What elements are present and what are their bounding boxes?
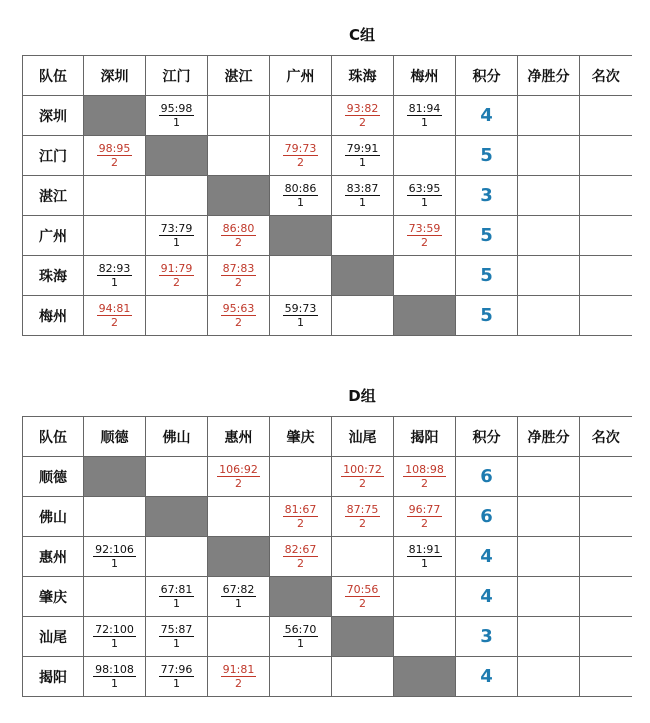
column-header: 净胜分 xyxy=(518,56,580,96)
self-match-cell xyxy=(332,617,394,657)
match-points: 2 xyxy=(234,476,242,490)
table-row xyxy=(23,216,632,256)
net-points-value xyxy=(518,176,580,216)
table-row xyxy=(23,136,632,176)
net-points-value xyxy=(518,497,580,537)
column-header: 积分 xyxy=(456,417,518,457)
rank-value xyxy=(580,296,632,336)
table-row xyxy=(23,497,632,537)
empty-cell xyxy=(84,577,146,617)
match-cell xyxy=(270,296,332,336)
match-cell xyxy=(84,617,146,657)
rank-value xyxy=(580,136,632,176)
net-points-value xyxy=(518,457,580,497)
column-header: 积分 xyxy=(456,56,518,96)
match-points: 2 xyxy=(296,155,304,169)
points-value: 6 xyxy=(456,457,518,497)
match-points: 1 xyxy=(420,556,428,570)
match-cell xyxy=(84,256,146,296)
match-result xyxy=(97,302,133,329)
match-score: 108:98 xyxy=(405,462,444,476)
match-cell xyxy=(332,176,394,216)
match-result xyxy=(93,663,136,690)
match-score: 80:86 xyxy=(284,181,317,195)
match-points: 2 xyxy=(234,275,242,289)
column-header: 江门 xyxy=(146,56,208,96)
match-result xyxy=(217,463,260,490)
empty-cell xyxy=(270,457,332,497)
match-cell xyxy=(394,96,456,136)
match-cell xyxy=(146,577,208,617)
match-result xyxy=(407,182,443,209)
rank-value xyxy=(580,256,632,296)
match-score: 95:98 xyxy=(160,101,193,115)
net-points-value xyxy=(518,136,580,176)
match-score: 92:106 xyxy=(95,542,134,556)
match-score: 98:95 xyxy=(98,141,131,155)
empty-cell xyxy=(270,657,332,697)
match-points: 1 xyxy=(358,195,366,209)
match-points: 1 xyxy=(110,275,118,289)
empty-cell xyxy=(394,136,456,176)
team-name: 揭阳 xyxy=(23,657,84,697)
team-name: 湛江 xyxy=(23,176,84,216)
match-cell xyxy=(332,136,394,176)
net-points-value xyxy=(518,96,580,136)
match-cell xyxy=(146,256,208,296)
table-row xyxy=(23,537,632,577)
match-cell xyxy=(332,577,394,617)
team-name: 深圳 xyxy=(23,96,84,136)
team-name: 梅州 xyxy=(23,296,84,336)
match-score: 75:87 xyxy=(160,622,193,636)
match-result xyxy=(407,222,443,249)
match-result xyxy=(407,543,443,570)
column-header: 揭阳 xyxy=(394,417,456,457)
table-row xyxy=(23,176,632,216)
match-points: 1 xyxy=(358,155,366,169)
table-row xyxy=(23,617,632,657)
match-cell xyxy=(270,537,332,577)
rank-value xyxy=(580,96,632,136)
match-score: 96:77 xyxy=(408,502,441,516)
match-result xyxy=(283,302,319,329)
match-score: 77:96 xyxy=(160,662,193,676)
rank-value xyxy=(580,537,632,577)
column-header: 队伍 xyxy=(23,56,84,96)
points-value: 5 xyxy=(456,216,518,256)
match-points: 1 xyxy=(172,676,180,690)
empty-cell xyxy=(146,457,208,497)
table-row xyxy=(23,296,632,336)
match-cell xyxy=(84,296,146,336)
match-score: 86:80 xyxy=(222,221,255,235)
match-points: 2 xyxy=(358,516,366,530)
header-row xyxy=(23,417,632,457)
match-score: 82:67 xyxy=(284,542,317,556)
match-score: 91:81 xyxy=(222,662,255,676)
match-score: 79:91 xyxy=(346,141,379,155)
match-points: 1 xyxy=(110,636,118,650)
match-result xyxy=(221,302,257,329)
match-cell xyxy=(394,537,456,577)
match-cell xyxy=(270,136,332,176)
match-result xyxy=(93,623,136,650)
match-cell xyxy=(84,537,146,577)
match-score: 81:67 xyxy=(284,502,317,516)
net-points-value xyxy=(518,577,580,617)
team-name: 珠海 xyxy=(23,256,84,296)
column-header: 湛江 xyxy=(208,56,270,96)
column-header: 净胜分 xyxy=(518,417,580,457)
rank-value xyxy=(580,617,632,657)
match-result xyxy=(345,182,381,209)
match-points: 2 xyxy=(110,315,118,329)
match-score: 82:93 xyxy=(98,261,131,275)
match-points: 2 xyxy=(420,235,428,249)
match-cell xyxy=(332,457,394,497)
match-score: 81:94 xyxy=(408,101,441,115)
match-result xyxy=(159,623,195,650)
match-score: 81:91 xyxy=(408,542,441,556)
net-points-value xyxy=(518,537,580,577)
column-header: 梅州 xyxy=(394,56,456,96)
net-points-value xyxy=(518,296,580,336)
match-points: 2 xyxy=(234,676,242,690)
match-cell xyxy=(146,96,208,136)
match-score: 91:79 xyxy=(160,261,193,275)
column-header: 肇庆 xyxy=(270,417,332,457)
match-points: 2 xyxy=(234,235,242,249)
match-result xyxy=(345,102,381,129)
match-result xyxy=(283,623,319,650)
match-result xyxy=(283,182,319,209)
match-points: 2 xyxy=(172,275,180,289)
empty-cell xyxy=(332,296,394,336)
match-cell xyxy=(332,96,394,136)
match-result xyxy=(221,663,257,690)
match-cell xyxy=(208,657,270,697)
points-value: 3 xyxy=(456,176,518,216)
self-match-cell xyxy=(270,216,332,256)
match-score: 87:83 xyxy=(222,261,255,275)
match-result xyxy=(341,463,384,490)
rank-value xyxy=(580,216,632,256)
team-name: 汕尾 xyxy=(23,617,84,657)
match-result xyxy=(345,583,381,610)
column-header: 深圳 xyxy=(84,56,146,96)
match-cell xyxy=(208,457,270,497)
group-title: D组 xyxy=(348,387,376,405)
match-points: 2 xyxy=(420,476,428,490)
group-c xyxy=(22,24,632,336)
column-header: 惠州 xyxy=(208,417,270,457)
empty-cell xyxy=(394,617,456,657)
empty-cell xyxy=(332,537,394,577)
table-row xyxy=(23,457,632,497)
team-name: 佛山 xyxy=(23,497,84,537)
table-row xyxy=(23,657,632,697)
column-header: 队伍 xyxy=(23,417,84,457)
self-match-cell xyxy=(208,537,270,577)
match-points: 2 xyxy=(234,315,242,329)
group-d xyxy=(22,385,632,697)
match-score: 87:75 xyxy=(346,502,379,516)
self-match-cell xyxy=(270,577,332,617)
header-row xyxy=(23,56,632,96)
match-cell xyxy=(270,497,332,537)
match-score: 83:87 xyxy=(346,181,379,195)
points-value: 6 xyxy=(456,497,518,537)
self-match-cell xyxy=(146,497,208,537)
match-score: 98:108 xyxy=(95,662,134,676)
match-result xyxy=(221,222,257,249)
points-value: 5 xyxy=(456,136,518,176)
rank-value xyxy=(580,497,632,537)
match-score: 70:56 xyxy=(346,582,379,596)
column-header: 广州 xyxy=(270,56,332,96)
match-result xyxy=(283,543,319,570)
column-header: 汕尾 xyxy=(332,417,394,457)
team-name: 肇庆 xyxy=(23,577,84,617)
table-row xyxy=(23,96,632,136)
column-header: 名次 xyxy=(580,56,632,96)
match-score: 94:81 xyxy=(98,301,131,315)
match-cell xyxy=(394,216,456,256)
empty-cell xyxy=(332,216,394,256)
match-score: 72:100 xyxy=(95,622,134,636)
match-result xyxy=(159,222,195,249)
match-result xyxy=(283,142,319,169)
self-match-cell xyxy=(84,457,146,497)
column-header: 名次 xyxy=(580,417,632,457)
match-result xyxy=(93,543,136,570)
match-score: 67:81 xyxy=(160,582,193,596)
match-score: 73:79 xyxy=(160,221,193,235)
empty-cell xyxy=(208,617,270,657)
match-cell xyxy=(208,577,270,617)
empty-cell xyxy=(394,577,456,617)
team-name: 江门 xyxy=(23,136,84,176)
net-points-value xyxy=(518,256,580,296)
empty-cell xyxy=(270,256,332,296)
match-score: 59:73 xyxy=(284,301,317,315)
match-cell xyxy=(270,176,332,216)
points-value: 5 xyxy=(456,256,518,296)
match-cell xyxy=(208,296,270,336)
self-match-cell xyxy=(394,296,456,336)
match-result xyxy=(159,102,195,129)
empty-cell xyxy=(208,96,270,136)
rank-value xyxy=(580,577,632,617)
match-score: 73:59 xyxy=(408,221,441,235)
match-points: 1 xyxy=(296,636,304,650)
points-value: 4 xyxy=(456,537,518,577)
match-points: 2 xyxy=(358,115,366,129)
net-points-value xyxy=(518,216,580,256)
rank-value xyxy=(580,457,632,497)
table-row xyxy=(23,577,632,617)
points-value: 4 xyxy=(456,657,518,697)
self-match-cell xyxy=(394,657,456,697)
match-points: 1 xyxy=(172,115,180,129)
match-result xyxy=(407,102,443,129)
match-score: 100:72 xyxy=(343,462,382,476)
match-cell xyxy=(208,256,270,296)
match-cell xyxy=(146,617,208,657)
empty-cell xyxy=(270,96,332,136)
rank-value xyxy=(580,657,632,697)
match-result xyxy=(345,503,381,530)
match-points: 2 xyxy=(296,516,304,530)
match-result xyxy=(159,583,195,610)
points-value: 4 xyxy=(456,577,518,617)
match-points: 1 xyxy=(110,676,118,690)
self-match-cell xyxy=(146,136,208,176)
match-cell xyxy=(146,216,208,256)
empty-cell xyxy=(394,256,456,296)
team-name: 顺德 xyxy=(23,457,84,497)
match-points: 1 xyxy=(172,596,180,610)
match-result xyxy=(159,663,195,690)
empty-cell xyxy=(146,176,208,216)
match-score: 95:63 xyxy=(222,301,255,315)
match-result xyxy=(221,262,257,289)
match-score: 93:82 xyxy=(346,101,379,115)
empty-cell xyxy=(208,497,270,537)
group-title: C组 xyxy=(348,26,375,44)
match-cell xyxy=(208,216,270,256)
match-score: 79:73 xyxy=(284,141,317,155)
match-cell xyxy=(394,176,456,216)
match-result xyxy=(345,142,381,169)
match-cell xyxy=(270,617,332,657)
match-result xyxy=(97,142,133,169)
match-points: 1 xyxy=(296,195,304,209)
match-points: 1 xyxy=(296,315,304,329)
standings-table xyxy=(22,416,632,697)
empty-cell xyxy=(84,176,146,216)
match-points: 2 xyxy=(110,155,118,169)
points-value: 4 xyxy=(456,96,518,136)
match-cell xyxy=(84,136,146,176)
match-cell xyxy=(146,657,208,697)
match-points: 1 xyxy=(420,195,428,209)
standings-table xyxy=(22,55,632,336)
net-points-value xyxy=(518,657,580,697)
match-result xyxy=(403,463,446,490)
match-score: 63:95 xyxy=(408,181,441,195)
match-points: 1 xyxy=(420,115,428,129)
match-points: 1 xyxy=(172,636,180,650)
match-cell xyxy=(332,497,394,537)
points-value: 5 xyxy=(456,296,518,336)
empty-cell xyxy=(332,657,394,697)
match-result xyxy=(407,503,443,530)
match-points: 1 xyxy=(110,556,118,570)
match-score: 56:70 xyxy=(284,622,317,636)
self-match-cell xyxy=(332,256,394,296)
column-header: 珠海 xyxy=(332,56,394,96)
match-result xyxy=(221,583,257,610)
match-points: 2 xyxy=(358,476,366,490)
team-name: 惠州 xyxy=(23,537,84,577)
match-cell xyxy=(84,657,146,697)
empty-cell xyxy=(84,216,146,256)
column-header: 佛山 xyxy=(146,417,208,457)
match-points: 2 xyxy=(420,516,428,530)
match-result xyxy=(97,262,133,289)
match-points: 1 xyxy=(172,235,180,249)
match-result xyxy=(159,262,195,289)
points-value: 3 xyxy=(456,617,518,657)
column-header: 顺德 xyxy=(84,417,146,457)
match-cell xyxy=(394,457,456,497)
net-points-value xyxy=(518,617,580,657)
empty-cell xyxy=(208,136,270,176)
match-points: 1 xyxy=(234,596,242,610)
match-score: 67:82 xyxy=(222,582,255,596)
match-score: 106:92 xyxy=(219,462,258,476)
match-points: 2 xyxy=(358,596,366,610)
match-cell xyxy=(394,497,456,537)
team-name: 广州 xyxy=(23,216,84,256)
self-match-cell xyxy=(84,96,146,136)
table-row xyxy=(23,256,632,296)
rank-value xyxy=(580,176,632,216)
empty-cell xyxy=(146,537,208,577)
self-match-cell xyxy=(208,176,270,216)
empty-cell xyxy=(146,296,208,336)
match-result xyxy=(283,503,319,530)
empty-cell xyxy=(84,497,146,537)
match-points: 2 xyxy=(296,556,304,570)
